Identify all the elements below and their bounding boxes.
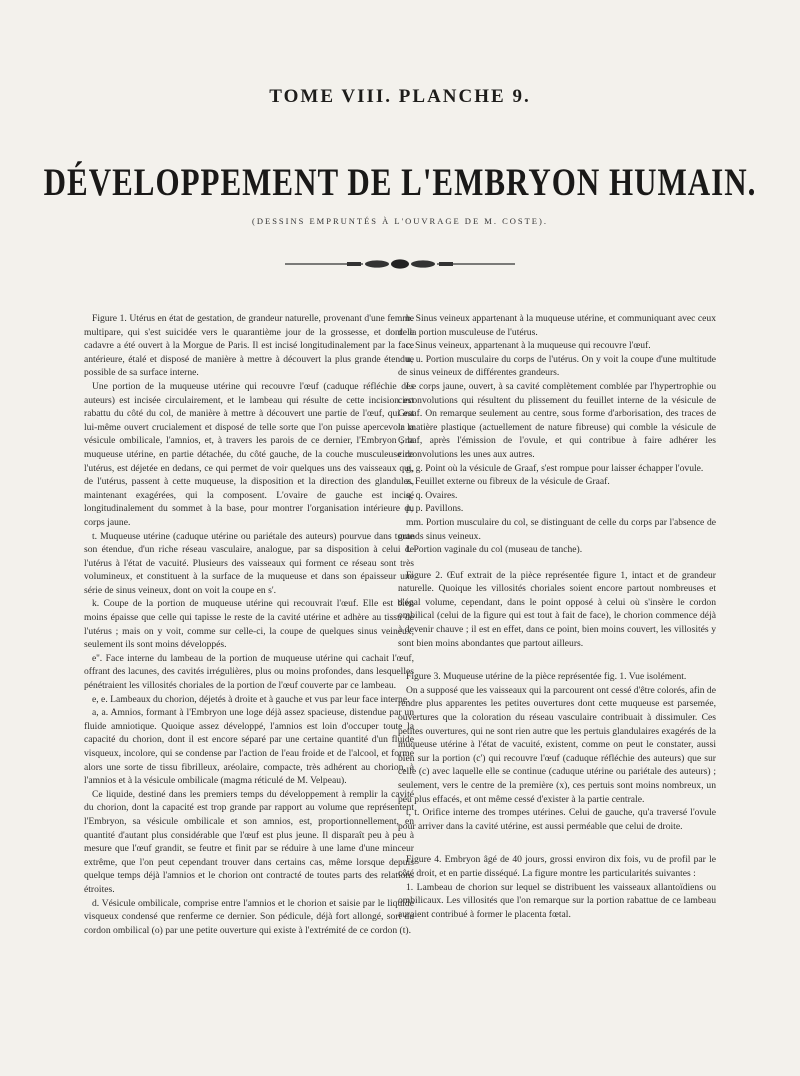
paragraph: e''. Face interne du lambeau de la portion de muqueuse utérine qui cachait l'œuf, offrant des lacunes, des cavités irrégulières, plus ou moins profondes, dans lesquelles pénétraient les villosités choriales de la portion de l'œuf couverte par ce lambeau. bbox=[84, 652, 414, 692]
paragraph: g, g. Point où la vésicule de Graaf, s'est rompue pour laisser échapper l'ovule. bbox=[406, 462, 704, 474]
paragraph: k. Coupe de la portion de muqueuse utérine qui recouvrait l'œuf. Elle est bien moins épaisse que celle qui tapisse le reste de la cavité utérine et adhère au tissu de l'utérus ; mais on y voit, comme sur celle-ci, la coupe de quelques sinus veineux, seulement ils sont moins développés. bbox=[84, 598, 414, 651]
paragraph: Ce liquide, destiné dans les premiers temps du développement à remplir la cavité du chorion, dont la capacité est trop grande par rapport au volume que représentent l'Embryon, sa vésicule ombilicale et son amnios, est, proportionnellement, en quantité d'autant plus considérable que l'œuf est plus jeune. Il disparaît peu à peu à mesure que l'œuf grandit, se feutre et finit par se réduire à une lame d'une minceur extrême, que l'on peut cependant trouver dans certains cas, même lorsque depuis quelque temps déjà l'amnios et le chorion ont contracté de toutes parts des relations étroites. bbox=[84, 788, 414, 895]
ornament-divider bbox=[285, 258, 515, 270]
paragraph: t, t. Orifice interne des trompes utérines. Celui de gauche, qu'a traversé l'ovule pour arriver dans la cavité utérine, est aussi perméable que celui de droite. bbox=[398, 807, 716, 832]
paragraph: mm. Portion musculaire du col, se distinguant de celle du corps par l'absence de grands sinus veineux. bbox=[398, 516, 716, 542]
paragraph-figure-2: Figure 2. Œuf extrait de la pièce représentée figure 1, intact et de grandeur naturelle. Quoique les villosités choriales soient encore partout nombreuses et d'égal volume, cependant, dans le point opposé à celui où s'insère le cordon ombilical (celui de la figure qui est tout à fait de face), le chorion commence déjà à devenir chauve ; il est en effet, dans ce point, bien moins couvert, les villosités y sont bien moins abondantes que partout ailleurs. bbox=[398, 569, 716, 649]
page-title: DÉVELOPPEMENT DE L'EMBRYON HUMAIN. bbox=[43, 160, 757, 204]
paragraph: t. Muqueuse utérine (caduque utérine ou pariétale des auteurs) pourvue dans toute son étendue, d'un riche réseau vasculaire, analogue, par sa disposition à celui de l'utérus à l'état de vacuité. Plusieurs des vaisseaux qui forment ce réseau sont très volumineux, et constituent à la surface de la muqueuse et dans son épaisseur une série de sinus veineux, dont on voit la coupe en s'. bbox=[84, 530, 414, 596]
paragraph: l. Portion vaginale du col (museau de tanche). bbox=[406, 544, 583, 556]
volume-plate-heading: TOME VIII. PLANCHE 9. bbox=[269, 86, 531, 107]
paragraph: b. Sinus veineux appartenant à la muqueuse utérine, et communiquant avec ceux de la portion musculeuse de l'utérus. bbox=[398, 313, 716, 338]
paragraph: Le corps jaune, ouvert, à sa cavité complètement comblée par l'hypertrophie ou circonvolutions qui résultent du plissement du feuillet interne de la vésicule de Graaf. On remarque seulement au centre, sous forme d'arborisation, des traces de la matière plastique (actuellement de nature fibreuse) qui comble la vésicule de Graaf, après l'émission de l'ovule, et qui contribue à faire adhérer les circonvolutions les unes aux autres. bbox=[398, 380, 716, 460]
paragraph: c. Sinus veineux, appartenant à la muqueuse qui recouvre l'œuf. bbox=[406, 340, 651, 352]
paragraph: p, p. Pavillons. bbox=[406, 503, 464, 515]
page-subtitle: (DESSINS EMPRUNTÉS À L'OUVRAGE DE M. COSTE). bbox=[252, 216, 548, 226]
paragraph: d. Vésicule ombilicale, comprise entre l'amnios et le chorion et saisie par le liquide visqueux condensé que renferme ce dernier. Son pédicule, déjà fort allongé, sort du cordon ombilical (o) par une petite ouverture qui existe à l'extrémité de ce cordon (t). bbox=[84, 897, 414, 936]
paragraph: 1. Lambeau de chorion sur lequel se distribuent les vaisseaux allantoïdiens ou ombilicaux. Les villosités que l'on remarque sur la portion rabattue de ce lambeau auraient contribué à former le placenta fœtal. bbox=[398, 881, 716, 920]
paragraph-figure-4: Figure 4. Embryon âgé de 40 jours, grossi environ dix fois, vu de profil par le côté droit, et en partie disséqué. La figure montre les particularités suivantes : bbox=[398, 854, 716, 879]
paragraph: z. Feuillet externe ou fibreux de la vésicule de Graaf. bbox=[406, 476, 610, 488]
paragraph-figure-1: Figure 1. Utérus en état de gestation, de grandeur naturelle, provenant d'une femme multipare, qui s'est suicidée vers le quarantième jour de la grossesse, et dont le cadavre a été ouvert à la Morgue de Paris. Il est incisé longitudinalement par la face antérieure, étalé et disposé de manière à mettre à découvert la plus grande étendue possible de sa surface interne. bbox=[84, 313, 414, 379]
paragraph: u, u. Portion musculaire du corps de l'utérus. On y voit la coupe d'une multitude de sinus veineux de différentes grandeurs. bbox=[398, 353, 716, 379]
paragraph-figure-3: Figure 3. Muqueuse utérine de la pièce représentée fig. 1. Vue isolément. bbox=[406, 671, 687, 683]
paragraph: a, a. Amnios, formant à l'Embryon une loge déjà assez spacieuse, distendue par un fluide amniotique. Quoique assez développé, l'amnios est loin d'occuper toute la capacité du chorion, dont il est encore séparé par une certaine quantité d'un fluide visqueux, incolore, qui se condense par l'action de l'eau froide et de l'alcool, et forme alors une sorte de tissu fibrilleux, aréolaire, compacte, très adhérent au chorion, à l'amnios et à la vésicule ombilicale (magma réticulé de M. Velpeau). bbox=[84, 707, 414, 787]
paragraph: e, e. Lambeaux du chorion, déjetés à droite et à gauche et vus par leur face interne. bbox=[92, 693, 410, 705]
paragraph: Une portion de la muqueuse utérine qui recouvre l'œuf (caduque réfléchie des auteurs) est incisée circulairement, et le lambeau qui résulte de cette incision est rabattu du côté du col, de manière à mettre à découvert une partie de l'œuf, qui est lui-même ouvert crucialement et disposé de telle sorte que l'on puisse apercevoir la vésicule ombilicale, l'amnios, et, à travers les parois de ce dernier, l'Embryon ; la muqueuse utérine, en partie détachée, du côté gauche, de la couche musculeuse de l'utérus, est déjetée en dedans, ce qui permet de voir quelques uns des vaisseaux qui, de l'utérus, passent à cette muqueuse, la disposition et la direction des glandules, maintenant exagérées, qui la composent. L'ovaire de gauche est incisé longitudinalement du sommet à la base, pour montrer l'organisation intérieure du corps jaune. bbox=[84, 380, 414, 528]
right-text-column bbox=[398, 312, 716, 921]
paragraph: q, q. Ovaires. bbox=[406, 489, 458, 501]
left-text-column bbox=[84, 312, 414, 937]
paragraph: On a supposé que les vaisseaux qui la parcourent ont cessé d'être colorés, afin de rendre plus apparentes les petites ouvertures dont cette muqueuse est parsemée, ouvertures que la coloration du réseau vasculaire contribuait à dissimuler. Ces petites ouvertures, qui ne sont rien autre que les pertuis glandulaires exagérés de la muqueuse utérine à l'état de vacuité, existent, comme on peut le constater, aussi bien sur la portion (c') qui recouvre l'œuf (caduque réfléchie des auteurs) que sur celle (c) avec laquelle elle se continue (caduque utérine ou pariétale des auteurs) ; seulement, vers le centre de la première (x), ces pertuis sont moins nombreux, un peu plus effacés, et ont même cessé d'exister à la partie centrale. bbox=[398, 684, 716, 805]
